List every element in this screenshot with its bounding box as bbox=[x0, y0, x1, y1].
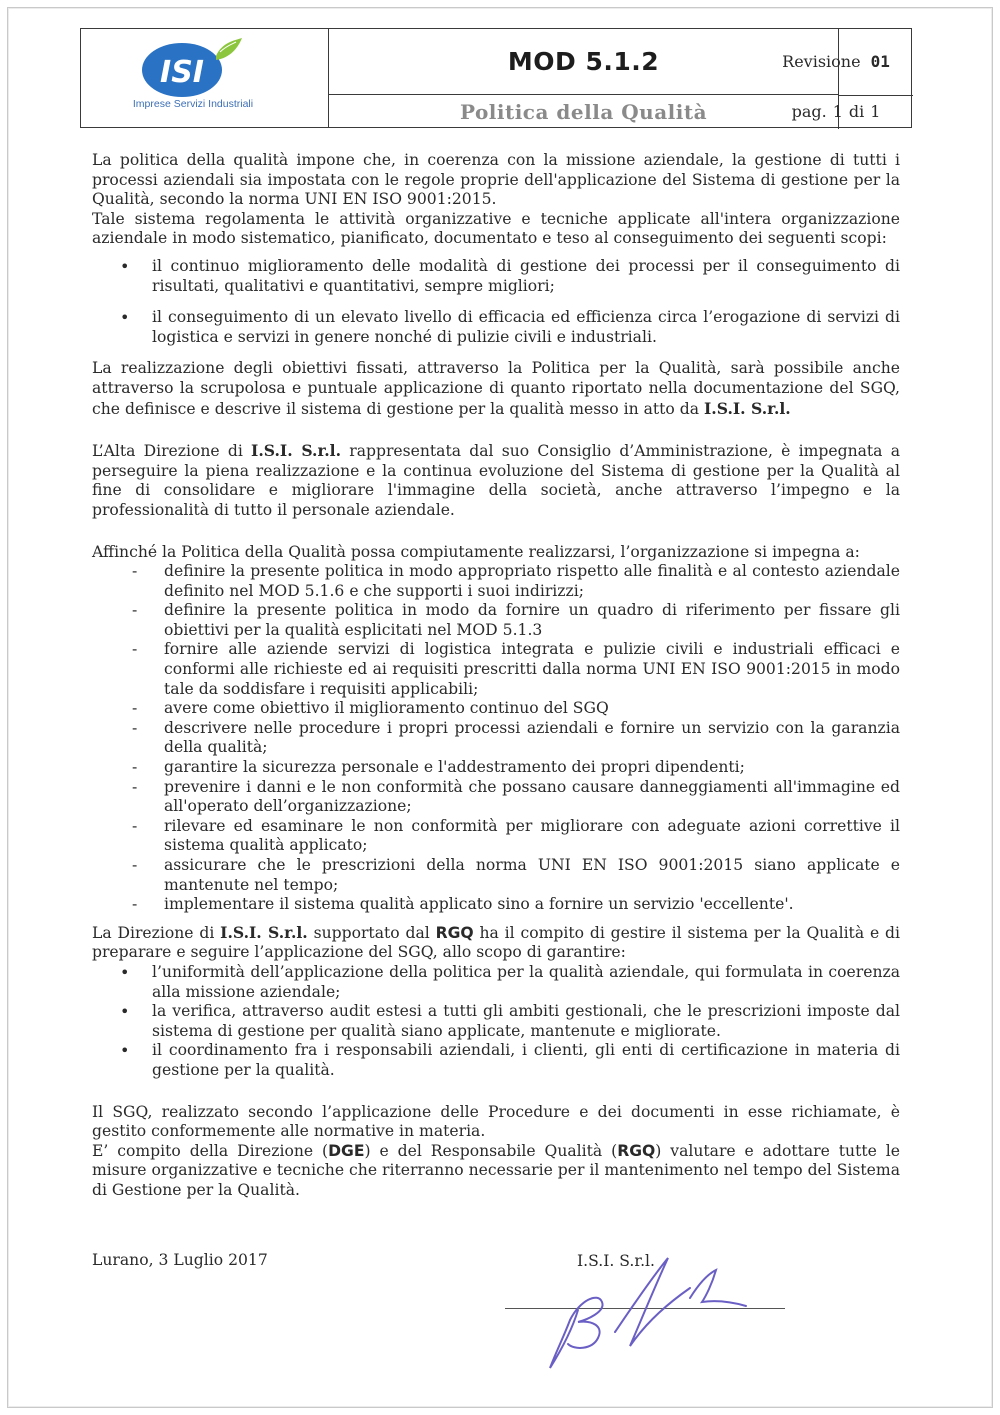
list-item: - fornire alle aziende servizi di logistica integrata e pulizie civili e industriali efficaci e conformi alle richieste ed ai requisiti prescritti dalla norma UNI EN ISO 9001:2015 in modo tale da soddisfare i requisiti applicabili; bbox=[92, 640, 900, 699]
list-item: • l’uniformità dell’applicazione della politica per la qualità aziendale, qui formulata in coerenza alla missione aziendale; bbox=[92, 963, 900, 1002]
commitment-intro: Affinché la Politica della Qualità possa compiutamente realizzarsi, l’organizzazione si impegna a: bbox=[92, 542, 860, 561]
logo-subtitle: Imprese Servizi Industriali bbox=[132, 98, 254, 110]
list-item: - garantire la sicurezza personale e l'addestramento dei propri dipendenti; bbox=[92, 758, 900, 778]
document-body bbox=[92, 151, 900, 1201]
logo-text: ISI bbox=[160, 55, 204, 90]
signatory-name: I.S.I. S.r.l. bbox=[577, 1252, 655, 1270]
list-item: - implementare il sistema qualità applicato sino a fornire un servizio 'eccellente'. bbox=[92, 895, 900, 915]
company-name: I.S.I. S.r.l. bbox=[220, 922, 308, 942]
list-item: - assicurare che le prescrizioni della norma UNI EN ISO 9001:2015 siano applicate e mantenute nel tempo; bbox=[92, 856, 900, 895]
handwritten-signature bbox=[520, 1240, 780, 1380]
intro-paragraph: La politica della qualità impone che, in coerenza con la missione aziendale, la gestione di tutti i processi aziendali sia impostata con le regole proprie dell'applicazione del Sistema di gestione per la Qualità, secondo la norma UNI EN ISO 9001:2015. bbox=[92, 151, 900, 209]
rgq-label: RGQ bbox=[617, 1141, 656, 1160]
page-label: pag. bbox=[791, 101, 827, 121]
company-name: I.S.I. S.r.l. bbox=[251, 441, 342, 461]
list-item: - definire la presente politica in modo da fornire un quadro di riferimento per fissare gli obiettivi per la qualità esplicitati nel MOD 5.1.3 bbox=[92, 601, 900, 640]
guarantees-list bbox=[92, 963, 900, 1081]
scopes-list bbox=[92, 257, 900, 347]
doc-code: MOD 5.1.2 bbox=[329, 29, 839, 95]
revision-label: Revisione bbox=[782, 51, 861, 71]
objectives-paragraph: La realizzazione degli obiettivi fissati, attraverso la Politica per la Qualità, sarà possibile anche attraverso la scrupolosa e puntuale applicazione di quanto riportato nella documentazione del SGQ, che definisce e descrive il sistema di gestione per la qualità messo in atto da I.S.I. S.r.l. bbox=[92, 359, 900, 418]
list-item: • il conseguimento di un elevato livello di efficacia ed efficienza circa l’erogazione di servizi di logistica e servizi in genere nonché di pulizie civili e industriali. bbox=[92, 308, 900, 347]
sgq-paragraph: Il SGQ, realizzato secondo l’applicazione delle Procedure e dei documenti in esse richiamate, è gestito conformemente alle normative in materia. bbox=[92, 1102, 900, 1141]
revision-value: 01 bbox=[870, 51, 890, 71]
page-total: 1 bbox=[870, 101, 881, 121]
list-item: - prevenire i danni e le non conformità che possano causare danneggiamenti all'immagine ed all'operato dell’organizzazione; bbox=[92, 778, 900, 817]
direction-paragraph: La Direzione di I.S.I. S.r.l. supportato dal RGQ ha il compito di gestire il sistema per la Qualità e di preparare e seguire l’applicazione del SGQ, allo scopo di garantire: bbox=[92, 922, 900, 962]
list-item: • il continuo miglioramento delle modalità di gestione dei processi per il conseguimento di risultati, qualitativi e quantitativi, sempre migliori; bbox=[92, 257, 900, 296]
list-item: - descrivere nelle procedure i propri processi aziendali e fornire un servizio con la garanzia della qualità; bbox=[92, 719, 900, 758]
list-item: • il coordinamento fra i responsabili aziendali, i clienti, gli enti di certificazione in materia di gestione per la qualità. bbox=[92, 1041, 900, 1080]
list-item: - rilevare ed esaminare le non conformità per migliorare con adeguate azioni correttive il sistema qualità applicato; bbox=[92, 817, 900, 856]
management-paragraph: L’Alta Direzione di I.S.I. S.r.l. rappresentata dal suo Consiglio d’Amministrazione, è impegnata a perseguire la piena realizzazione e la continua evoluzione del Sistema di gestione per la Qualità al fine di consolidare e migliorare l'immagine della società, anche attraverso l’impegno e la professionalità di tutto il personale aziendale. bbox=[92, 441, 900, 519]
page-number-cell bbox=[760, 94, 912, 128]
page-current: 1 bbox=[832, 101, 843, 121]
commitments-list bbox=[92, 562, 900, 915]
dge-label: DGE bbox=[328, 1141, 365, 1160]
place-date: Lurano, 3 Luglio 2017 bbox=[92, 1251, 268, 1269]
system-paragraph: Tale sistema regolamenta le attività organizzative e tecniche applicate all'intera organizzazione aziendale in modo sistematico, pianificato, documentato e teso al conseguimento dei seguenti scopi: bbox=[92, 209, 900, 248]
doc-title: Politica della Qualità bbox=[329, 95, 839, 129]
list-item: • la verifica, attraverso audit estesi a tutti gli ambiti gestionali, che le prescrizioni imposte dal sistema di gestione per qualità siano applicate, mantenute e migliorate. bbox=[92, 1002, 900, 1041]
page-of: di bbox=[848, 101, 865, 121]
responsibility-paragraph: E’ compito della Direzione (DGE) e del Responsabile Qualità (RGQ) valutare e adottare tutte le misure organizzative e tecniche che riterranno necessarie per il mantenimento nel tempo del Sistema di Gestione per la Qualità. bbox=[92, 1141, 900, 1199]
list-item: - definire la presente politica in modo appropriato rispetto alle finalità e al contesto aziendale definito nel MOD 5.1.6 e che supporti i suoi indirizzi; bbox=[92, 562, 900, 601]
revision-cell bbox=[760, 28, 912, 94]
list-item: - avere come obiettivo il miglioramento continuo del SGQ bbox=[92, 699, 900, 719]
company-name: I.S.I. S.r.l. bbox=[704, 398, 791, 418]
rgq-label: RGQ bbox=[435, 923, 474, 942]
